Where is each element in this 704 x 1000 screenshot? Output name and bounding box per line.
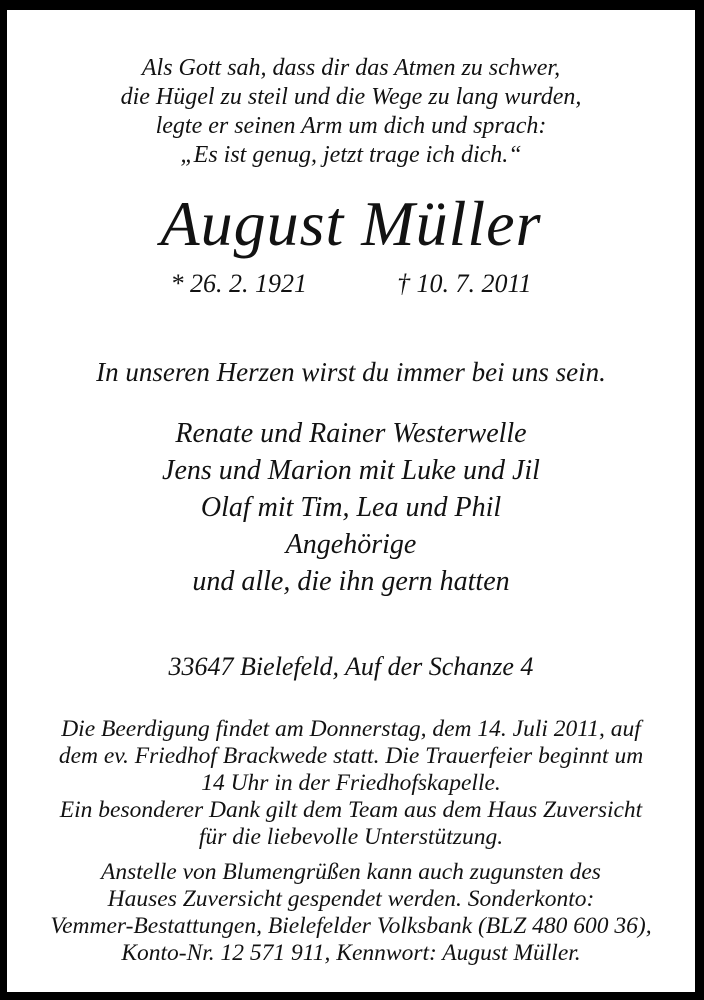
funeral-info-line: Ein besonderer Dank gilt dem Team aus dem Haus Zuversicht xyxy=(59,797,643,823)
obituary-page xyxy=(7,10,695,992)
dedication-line: In unseren Herzen wirst du immer bei uns sein. xyxy=(96,357,606,387)
funeral-info-line: für die liebevolle Unterstützung. xyxy=(198,824,504,850)
funeral-info-line: Die Beerdigung findet am Donnerstag, dem 14. Juli 2011, auf xyxy=(61,716,641,742)
funeral-info-line: 14 Uhr in der Friedhofskapelle. xyxy=(201,770,501,796)
deceased-name: August Müller xyxy=(160,188,542,259)
donation-info-line: Hauses Zuversicht gespendet werden. Sonderkonto: xyxy=(107,886,595,912)
donation-info-line: Vemmer-Bestattungen, Bielefelder Volksbank (BLZ 480 600 36), xyxy=(50,913,652,939)
mourner-line: Renate und Rainer Westerwelle xyxy=(175,418,527,449)
address-line: 33647 Bielefeld, Auf der Schanze 4 xyxy=(168,652,534,681)
mourners-list xyxy=(7,415,695,600)
donation-info xyxy=(7,859,695,967)
funeral-info-line: dem ev. Friedhof Brackwede statt. Die Trauerfeier beginnt um xyxy=(58,743,644,769)
funeral-info xyxy=(7,716,695,851)
mourner-line: Angehörige xyxy=(285,529,417,560)
poem-line: „Es ist genug, jetzt trage ich dich.“ xyxy=(180,142,522,168)
mourner-line: Olaf mit Tim, Lea und Phil xyxy=(200,492,502,523)
mourner-line: und alle, die ihn gern hatten xyxy=(192,566,510,597)
memorial-poem xyxy=(7,54,695,170)
life-dates xyxy=(7,268,695,300)
poem-line: die Hügel zu steil und die Wege zu lang wurden, xyxy=(120,84,582,110)
poem-line: Als Gott sah, dass dir das Atmen zu schwer, xyxy=(141,55,561,81)
poem-line: legte er seinen Arm um dich und sprach: xyxy=(155,113,547,139)
donation-info-line: Konto-Nr. 12 571 911, Kennwort: August Müller. xyxy=(121,940,581,966)
donation-info-line: Anstelle von Blumengrüßen kann auch zugunsten des xyxy=(101,859,601,885)
mourner-line: Jens und Marion mit Luke und Jil xyxy=(162,455,540,486)
birth-date: * 26. 2. 1921 xyxy=(170,269,307,298)
death-date: † 10. 7. 2011 xyxy=(396,269,532,298)
